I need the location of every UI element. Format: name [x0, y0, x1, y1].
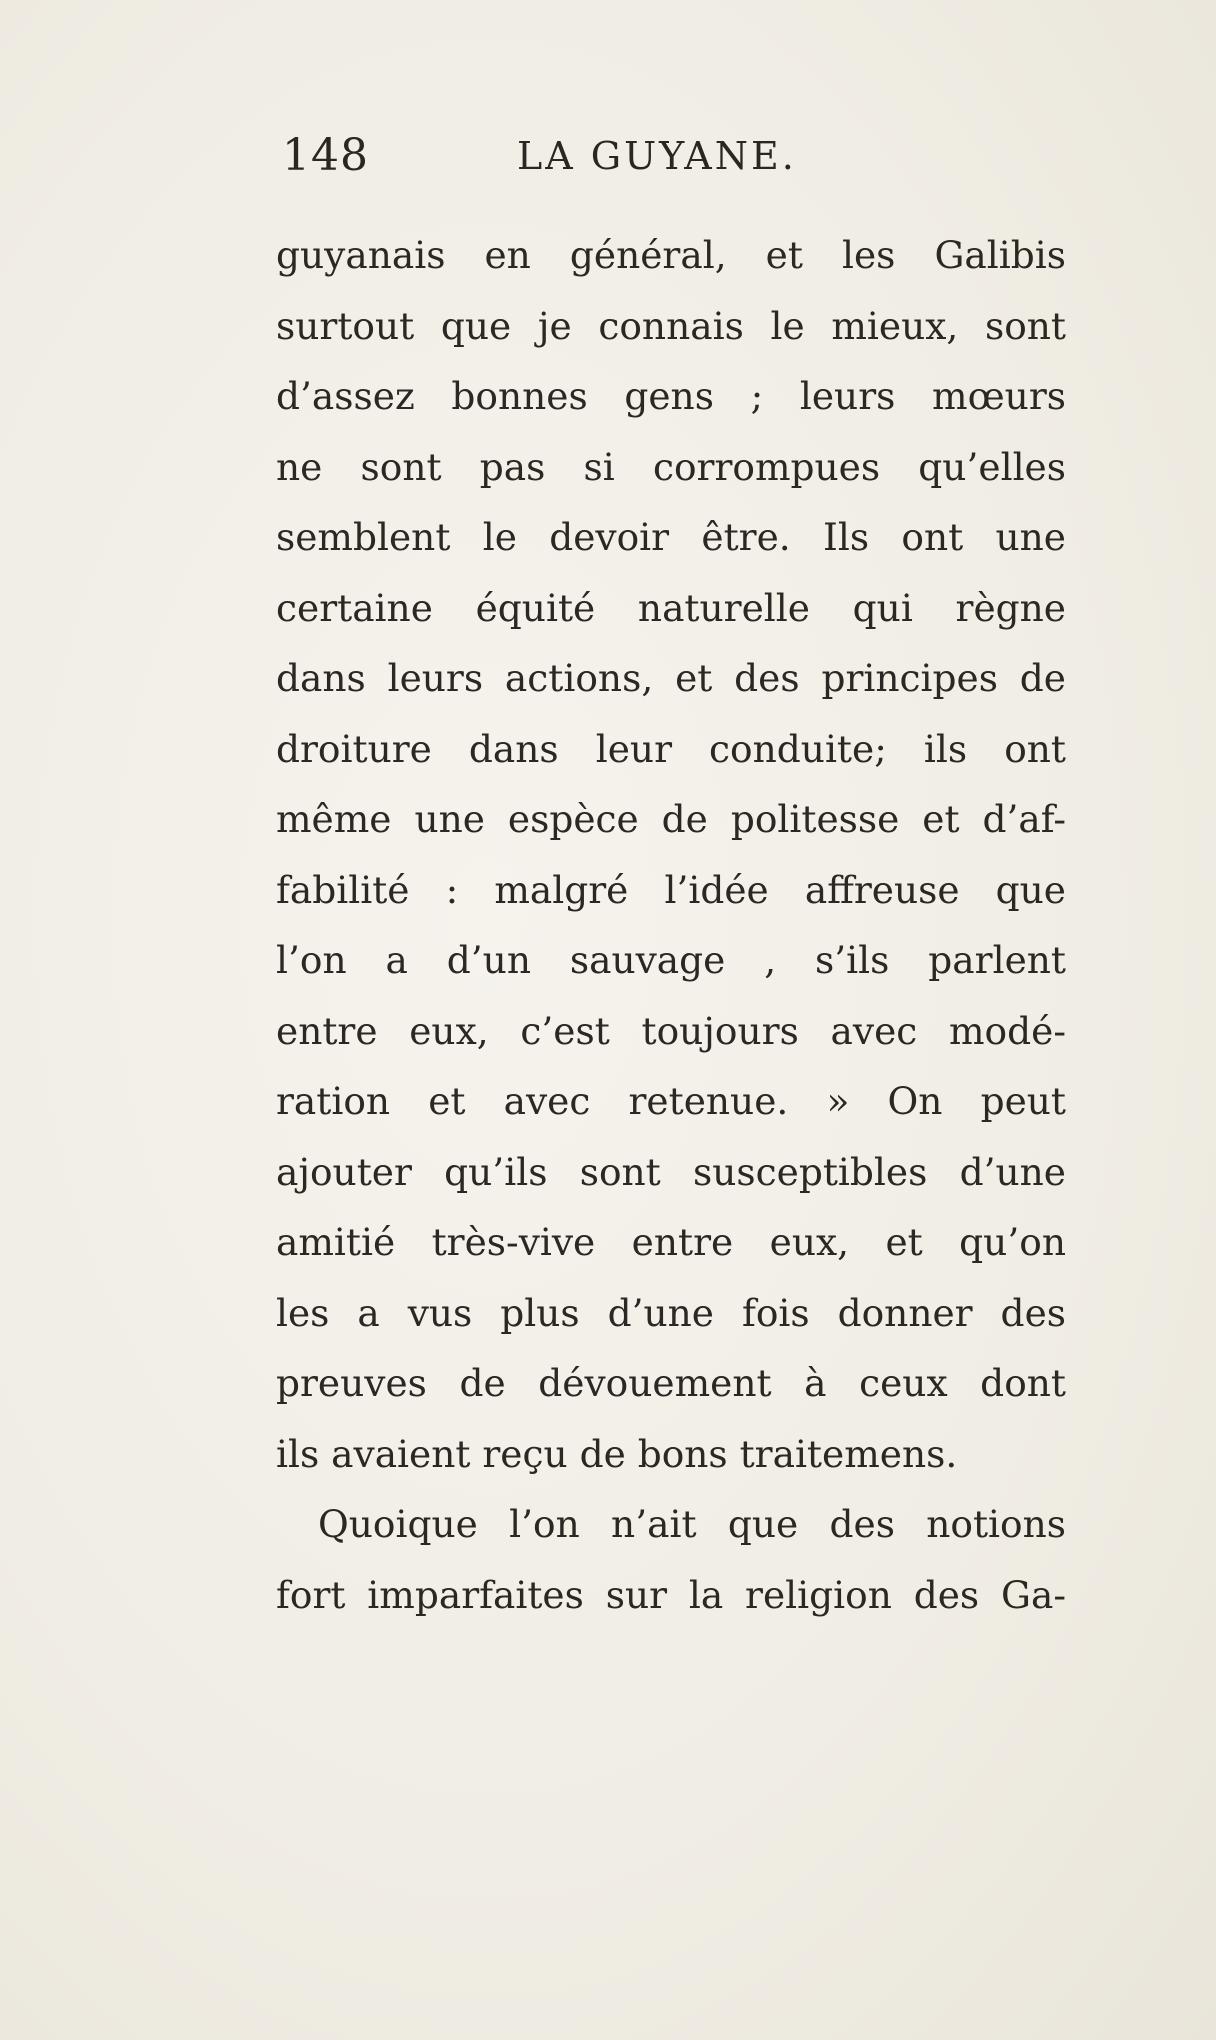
paragraph-end-line: ils avaient reçu de bons traitemens.: [276, 1431, 958, 1476]
running-title: LA GUYANE.: [517, 134, 797, 178]
text-line: ration et avec retenue. » On peut: [276, 1079, 1066, 1123]
text-line: droiture dans leur conduite; ils ont: [276, 726, 1066, 771]
text-line: même une espèce de politesse et d’af-: [276, 797, 1066, 841]
paragraph-start-line: Quoique l’on n’ait que des notions: [318, 1502, 1066, 1546]
text-line: les a vus plus d’une fois donner des: [276, 1290, 1066, 1335]
text-line: dans leurs actions, et des principes de: [276, 656, 1066, 700]
text-line: ne sont pas si corrompues qu’elles: [276, 444, 1066, 489]
text-line: fabilité : malgré l’idée affreuse que: [276, 867, 1066, 912]
text-line: guyanais en général, et les Galibis: [276, 233, 1066, 277]
page-number: 148: [282, 130, 369, 181]
text-line: entre eux, c’est toujours avec modé-: [276, 1008, 1066, 1053]
text-line: l’on a d’un sauvage , s’ils parlent: [276, 938, 1066, 982]
body-text: [276, 220, 1066, 1630]
text-line: certaine équité naturelle qui règne: [276, 585, 1066, 630]
text-line: fort imparfaites sur la religion des Ga-: [276, 1572, 1066, 1617]
text-line: ajouter qu’ils sont susceptibles d’une: [276, 1149, 1066, 1194]
text-line: semblent le devoir être. Ils ont une: [276, 515, 1066, 559]
page-header: [282, 130, 1062, 200]
text-line: surtout que je connais le mieux, sont: [276, 303, 1066, 348]
text-line: amitié très-vive entre eux, et qu’on: [276, 1220, 1066, 1264]
text-line: preuves de dévouement à ceux dont: [276, 1361, 1066, 1405]
text-line: d’assez bonnes gens ; leurs mœurs: [276, 374, 1066, 418]
